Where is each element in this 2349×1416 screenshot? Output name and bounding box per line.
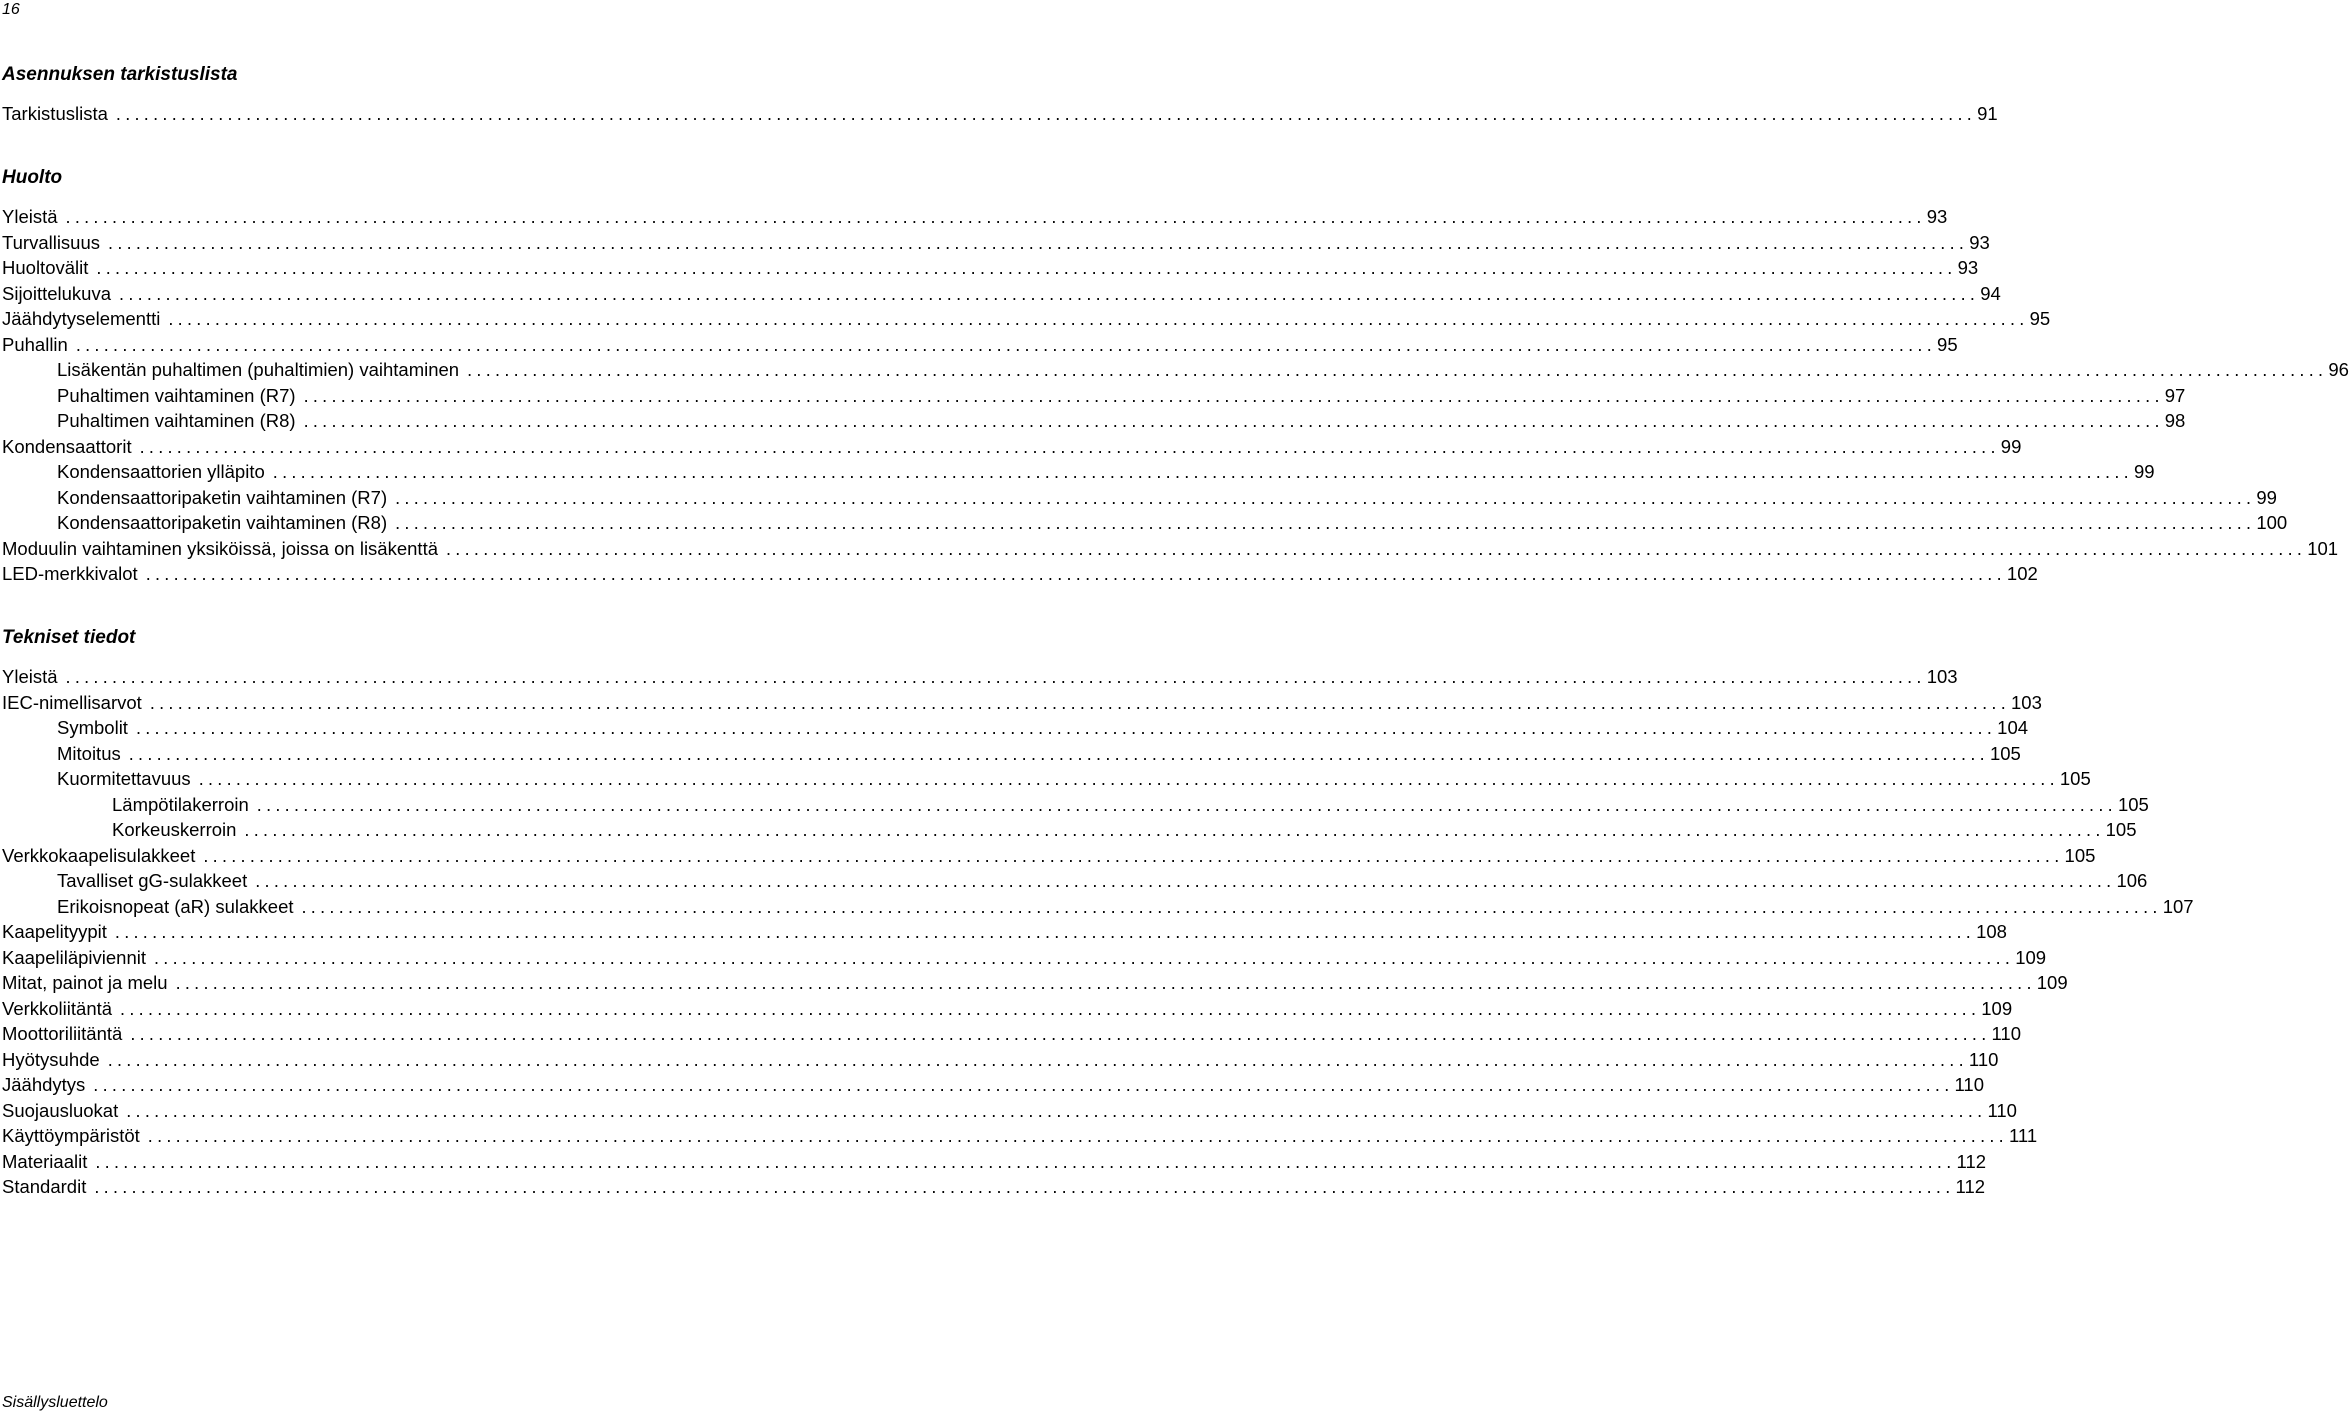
toc-entry-page: 110 — [1954, 1074, 1984, 1095]
toc-entry[interactable] — [0, 101, 1998, 127]
toc-entry-label: Materiaalit — [2, 1150, 88, 1172]
dot-leader: ........................................................................................................................................................................................................ — [303, 411, 2164, 431]
toc-entry-label: Hyötysuhde — [2, 1048, 100, 1070]
toc-entry-page: 105 — [2117, 793, 2149, 815]
dot-leader: ........................................................................................................................................................................................................ — [303, 385, 2164, 406]
toc-entry-label: Sijoittelukuva — [2, 282, 112, 304]
toc-entry-page: 104 — [1997, 717, 2029, 738]
toc-entry-label: LED-merkkivalot — [2, 563, 138, 584]
dot-leader: ........................................................................................................................................................................................................ — [154, 947, 2015, 968]
toc-entry[interactable] — [0, 306, 2051, 332]
toc-entry[interactable] — [0, 485, 2277, 511]
dot-leader: ........................................................................................................................................................................................................ — [94, 1177, 1955, 1197]
dot-leader: ........................................................................................................................................................................................................ — [168, 309, 2029, 329]
toc-entry-label: Symbolit — [57, 717, 128, 738]
dot-leader: ........................................................................................................................................................................................................ — [198, 769, 2059, 789]
toc-entry[interactable] — [0, 383, 2186, 409]
toc-entry[interactable] — [0, 970, 2068, 996]
toc-entry[interactable] — [0, 792, 2149, 818]
toc-entry[interactable] — [0, 1149, 1987, 1175]
toc-entry-page: 99 — [2133, 461, 2155, 482]
toc-entry-label: Erikoisnopeat (aR) sulakkeet — [57, 895, 294, 917]
toc-entry-label: Kuormitettavuus — [57, 768, 191, 789]
toc-entry-page: 107 — [2162, 895, 2194, 917]
toc-entry-label: Kondensaattorit — [2, 435, 132, 457]
toc-entry-label: Standardit — [2, 1176, 87, 1197]
toc-entry[interactable] — [0, 281, 2001, 307]
toc-entry-label: Kondensaattoripaketin vaihtaminen (R8) — [57, 512, 388, 533]
toc-entry-label: Puhallin — [2, 333, 68, 355]
toc-entry-label: Kondensaattoripaketin vaihtaminen (R7) — [57, 486, 388, 508]
toc-entry[interactable] — [0, 459, 2155, 485]
dot-leader: ........................................................................................................................................................................................................ — [139, 436, 2000, 457]
toc-entry[interactable] — [0, 843, 2096, 869]
toc-entry-page: 112 — [1955, 1176, 1986, 1197]
toc-entry-page: 102 — [2006, 563, 2038, 584]
toc-entry-label: Mitat, painot ja melu — [2, 972, 168, 993]
dot-leader: ........................................................................................................................................................................................................ — [272, 462, 2133, 482]
toc-entry-label: Moduulin vaihtaminen yksiköissä, joissa on lisäkenttä — [2, 537, 438, 559]
dot-leader: ........................................................................................................................................................................................................ — [135, 718, 1997, 738]
toc-entry-page: 99 — [2256, 486, 2277, 508]
toc-entry-page: 109 — [2036, 972, 2068, 993]
dot-leader: ........................................................................................................................................................................................................ — [395, 487, 2256, 508]
toc-entry-page: 101 — [2307, 537, 2339, 559]
toc-entry-label: Lisäkentän puhaltimen (puhaltimien) vaihtaminen — [57, 359, 460, 380]
toc-entry[interactable] — [0, 715, 2029, 741]
toc-section — [0, 166, 2349, 584]
toc-entry-label: Turvallisuus — [2, 231, 101, 253]
section-title: Tekniset tiedot — [2, 627, 136, 648]
toc-entry-label: Mitoitus — [57, 742, 121, 764]
toc-entry[interactable] — [0, 255, 1979, 281]
toc-entry-label: Korkeuskerroin — [112, 819, 237, 840]
toc-entry-page: 103 — [2011, 691, 2042, 713]
dot-leader: ........................................................................................................................................................................................................ — [446, 538, 2307, 559]
dot-leader: ........................................................................................................................................................................................................ — [395, 513, 2256, 533]
dot-leader: ........................................................................................................................................................................................................ — [95, 1151, 1956, 1172]
toc-entry[interactable] — [0, 1047, 1999, 1073]
dot-leader: ........................................................................................................................................................................................................ — [65, 207, 1926, 227]
toc-entry[interactable] — [0, 868, 2148, 894]
section-entries — [0, 664, 2194, 1200]
toc-entry-label: Tarkistuslista — [2, 103, 108, 124]
dot-leader: ........................................................................................................................................................................................................ — [149, 692, 2011, 713]
toc-entry-page: 110 — [1987, 1099, 2017, 1121]
toc-entry[interactable] — [0, 1098, 2017, 1124]
dot-leader: ........................................................................................................................................................................................................ — [203, 845, 2064, 866]
toc-entry-page: 105 — [2105, 819, 2137, 840]
dot-leader: ........................................................................................................................................................................................................ — [256, 794, 2117, 815]
toc-entry-page: 100 — [2256, 512, 2288, 533]
toc-entry-label: Kaapelityypit — [2, 921, 107, 942]
toc-entry-label: Verkkokaapelisulakkeet — [2, 844, 196, 866]
toc-entry[interactable] — [0, 204, 1948, 230]
toc-entry-label: Puhaltimen vaihtaminen (R7) — [57, 384, 296, 406]
dot-leader: ........................................................................................................................................................................................................ — [130, 1024, 1991, 1044]
toc-entry[interactable] — [0, 434, 2022, 460]
dot-leader: ........................................................................................................................................................................................................ — [93, 1075, 1954, 1095]
dot-leader: ........................................................................................................................................................................................................ — [119, 283, 1980, 304]
toc-entry-page: 106 — [2116, 870, 2148, 891]
toc-entry[interactable] — [0, 690, 2042, 716]
toc-entry-page: 111 — [2008, 1125, 2038, 1146]
footer-title: Sisällysluettelo — [2, 1394, 108, 1411]
toc-entry-page: 99 — [2000, 435, 2022, 457]
toc-entry[interactable] — [0, 1174, 1986, 1200]
toc-entry[interactable] — [0, 408, 2186, 434]
toc-entry-label: Kaapeliläpiviennit — [2, 946, 146, 968]
toc-entry[interactable] — [0, 357, 2349, 383]
dot-leader: ........................................................................................................................................................................................................ — [75, 334, 1937, 355]
toc-entry-page: 97 — [2164, 384, 2186, 406]
toc-entry-page: 105 — [2064, 844, 2096, 866]
toc-entry-label: Yleistä — [2, 666, 58, 687]
toc-entry-label: IEC-nimellisarvot — [2, 691, 142, 713]
dot-leader: ........................................................................................................................................................................................................ — [175, 973, 2036, 993]
toc-entry-label: Suojausluokat — [2, 1099, 119, 1121]
toc-entry-page: 95 — [2029, 308, 2051, 329]
toc-entry-page: 98 — [2164, 410, 2186, 431]
section-title: Huolto — [2, 167, 63, 188]
section-entries — [0, 204, 2349, 587]
section-entries — [0, 101, 1998, 127]
dot-leader: ........................................................................................................................................................................................................ — [108, 232, 1969, 253]
toc-entry-page: 105 — [1989, 742, 2021, 764]
page-number: 16 — [2, 1, 20, 18]
toc-entry-label: Puhaltimen vaihtaminen (R8) — [57, 410, 296, 431]
toc-entry[interactable] — [0, 536, 2339, 562]
dot-leader: ........................................................................................................................................................................................................ — [126, 1100, 1987, 1121]
toc-entry[interactable] — [0, 894, 2194, 920]
toc-entry-label: Kondensaattorien ylläpito — [57, 461, 265, 482]
toc-entry-page: 109 — [2015, 946, 2047, 968]
toc-entry-label: Tavalliset gG-sulakkeet — [57, 870, 248, 891]
toc-section — [0, 626, 2194, 1197]
toc-entry-label: Jäähdytys — [2, 1074, 86, 1095]
toc-entry[interactable] — [0, 945, 2047, 971]
dot-leader: ........................................................................................................................................................................................................ — [128, 743, 1989, 764]
toc-entry-page: 109 — [1981, 997, 2013, 1019]
toc-section — [0, 63, 1998, 124]
toc-entry-page: 110 — [1968, 1048, 1999, 1070]
dot-leader: ........................................................................................................................................................................................................ — [244, 820, 2105, 840]
dot-leader: ........................................................................................................................................................................................................ — [96, 258, 1957, 278]
toc-entry-page: 110 — [1991, 1023, 2022, 1044]
dot-leader: ........................................................................................................................................................................................................ — [147, 1126, 2008, 1146]
toc-entry-label: Yleistä — [2, 206, 58, 227]
toc-entry[interactable] — [0, 817, 2137, 843]
toc-entry-page: 96 — [2328, 359, 2349, 380]
dot-leader: ........................................................................................................................................................................................................ — [115, 104, 1977, 124]
toc-entry[interactable] — [0, 919, 2007, 945]
toc-entry[interactable] — [0, 1072, 1984, 1098]
toc-entry-label: Moottoriliitäntä — [2, 1023, 123, 1044]
toc-entry-page: 105 — [2059, 768, 2091, 789]
toc-entry-page: 93 — [1957, 257, 1979, 278]
toc-entry[interactable] — [0, 332, 1958, 358]
toc-entry-label: Käyttöympäristöt — [2, 1125, 140, 1146]
dot-leader: ........................................................................................................................................................................................................ — [65, 667, 1926, 687]
toc-entry[interactable] — [0, 1021, 2022, 1047]
dot-leader: ........................................................................................................................................................................................................ — [114, 922, 1976, 942]
toc-entry[interactable] — [0, 561, 2038, 587]
dot-leader: ........................................................................................................................................................................................................ — [107, 1049, 1968, 1070]
toc-entry-label: Lämpötilakerroin — [112, 793, 249, 815]
toc-entry[interactable] — [0, 664, 1958, 690]
toc-entry-page: 93 — [1969, 231, 1990, 253]
toc-entry-page: 108 — [1976, 921, 2007, 942]
toc-entry[interactable] — [0, 510, 2288, 536]
toc-entry[interactable] — [0, 741, 2021, 767]
toc-entry[interactable] — [0, 996, 2013, 1022]
dot-leader: ........................................................................................................................................................................................................ — [255, 871, 2116, 891]
toc-entry-page: 93 — [1926, 206, 1948, 227]
toc-entry-page: 95 — [1937, 333, 1958, 355]
dot-leader: ........................................................................................................................................................................................................ — [301, 896, 2162, 917]
dot-leader: ........................................................................................................................................................................................................ — [145, 564, 2006, 584]
toc-entry-page: 91 — [1977, 103, 1998, 124]
dot-leader: ........................................................................................................................................................................................................ — [120, 998, 1981, 1019]
toc-entry-page: 103 — [1926, 666, 1958, 687]
toc-entry[interactable] — [0, 766, 2091, 792]
toc-entry[interactable] — [0, 1123, 2038, 1149]
toc-entry-label: Huoltovälit — [2, 257, 89, 278]
toc-entry-label: Jäähdytyselementti — [2, 308, 161, 329]
toc-entry-label: Verkkoliitäntä — [2, 997, 113, 1019]
section-title: Asennuksen tarkistuslista — [2, 64, 238, 85]
toc-entry[interactable] — [0, 230, 1990, 256]
toc-entry-page: 112 — [1956, 1150, 1987, 1172]
toc-entry-page: 94 — [1980, 282, 2001, 304]
dot-leader: ........................................................................................................................................................................................................ — [467, 360, 2328, 380]
